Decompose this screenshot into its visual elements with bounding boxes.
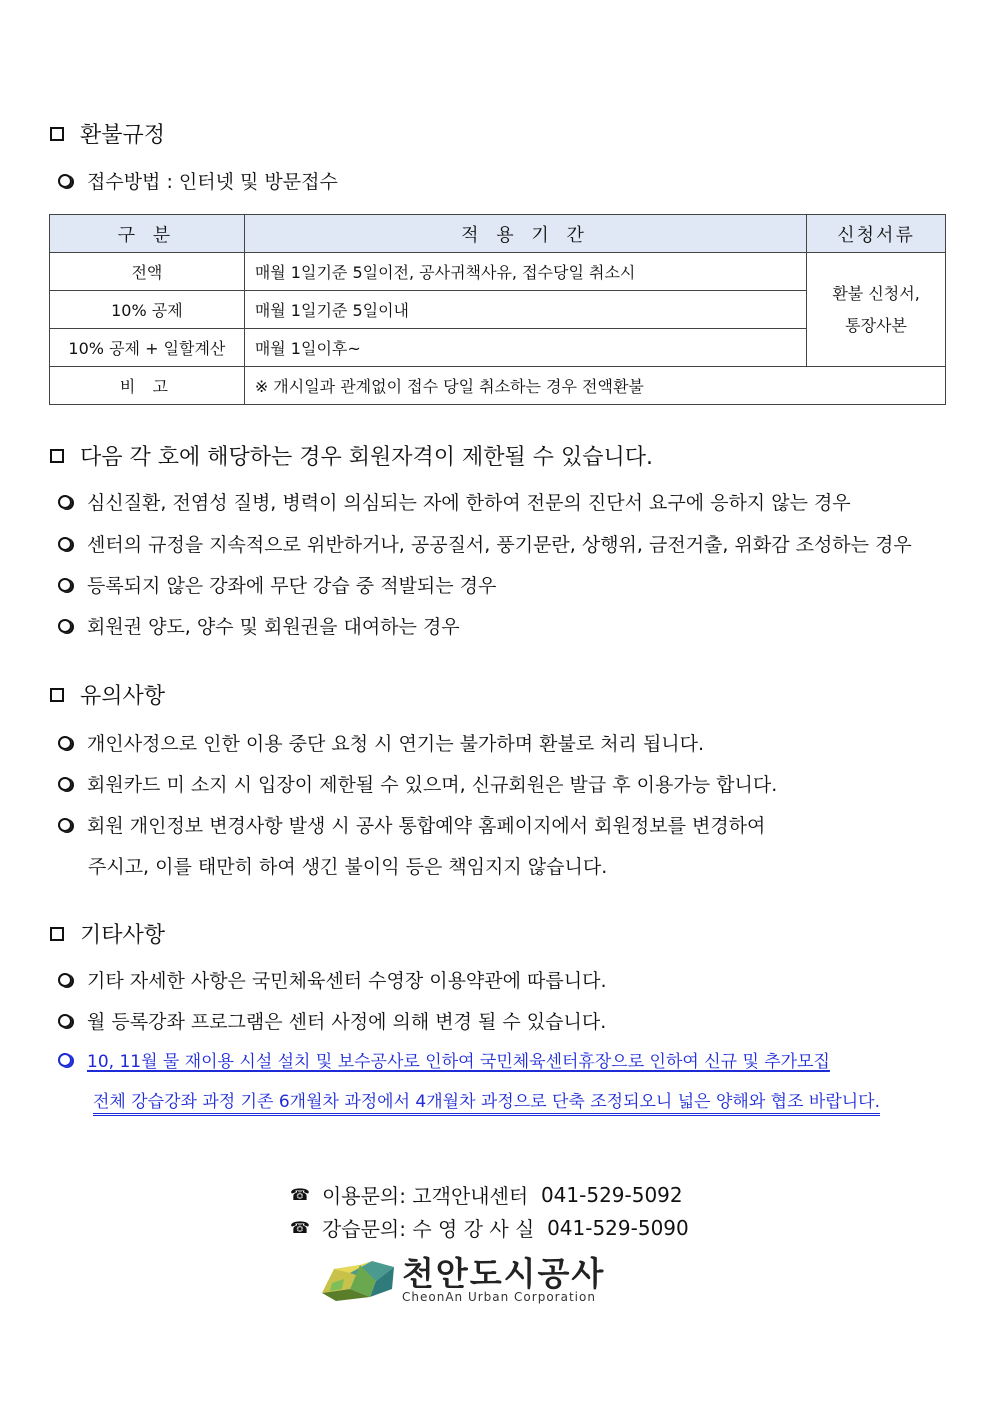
refund-title: 환불규정 bbox=[80, 123, 166, 148]
refund-method: 접수방법 : 인터넷 및 방문접수 bbox=[58, 167, 338, 194]
logo-emblem-icon bbox=[320, 1259, 398, 1303]
notice-item bbox=[58, 1047, 830, 1072]
list-item: 등록되지 않은 강좌에 무단 강습 중 적발되는 경우 bbox=[58, 571, 496, 598]
checkbox-square-icon bbox=[50, 688, 64, 702]
usage-phone: 041-529-5092 bbox=[540, 1182, 683, 1207]
list-item: 회원 개인정보 변경사항 발생 시 공사 통합예약 홈페이지에서 회원정보를 변경하여 bbox=[58, 811, 765, 838]
circle-bullet-icon bbox=[58, 578, 72, 592]
circle-bullet-icon bbox=[58, 777, 72, 791]
list-item: 회원카드 미 소지 시 입장이 제한될 수 있으며, 신규회원은 발급 후 이용가능 합니다. bbox=[58, 770, 777, 797]
circle-bullet-icon bbox=[58, 174, 72, 188]
circle-bullet-icon bbox=[58, 537, 72, 551]
circle-bullet-icon bbox=[58, 973, 72, 987]
lesson-phone: 041-529-5090 bbox=[547, 1215, 689, 1240]
notice-line-1: 10, 11월 물 재이용 시설 설치 및 보수공사로 인하여 국민체육센터휴장으로 인하여 신규 및 추가모집 bbox=[87, 1052, 830, 1072]
refund-table bbox=[49, 214, 946, 405]
caution-continuation: 주시고, 이를 태만히 하여 생긴 불이익 등은 책임지지 않습니다. bbox=[88, 856, 608, 878]
caution-title: 유의사항 bbox=[80, 684, 166, 709]
restriction-title: 다음 각 호에 해당하는 경우 회원자격이 제한될 수 있습니다. bbox=[80, 445, 653, 470]
circle-bullet-icon bbox=[58, 619, 72, 633]
usage-contact: ☎ 이용문의: 고객안내센터 041-529-5092 bbox=[290, 1182, 683, 1208]
checkbox-square-icon bbox=[50, 927, 64, 941]
logo-english: CheonAn Urban Corporation bbox=[402, 1290, 596, 1304]
circle-bullet-icon bbox=[58, 1014, 72, 1028]
notice-line-2-wrap bbox=[93, 1087, 880, 1112]
circle-bullet-icon bbox=[58, 1053, 72, 1067]
list-item: 회원권 양도, 양수 및 회원권을 대여하는 경우 bbox=[58, 612, 460, 639]
refund-table-header bbox=[50, 215, 946, 253]
checkbox-square-icon bbox=[50, 449, 64, 463]
other-heading bbox=[50, 918, 165, 949]
caution-heading bbox=[50, 679, 165, 710]
header-period: 적 용 기 간 bbox=[244, 215, 806, 253]
list-item: 월 등록강좌 프로그램은 센터 사정에 의해 변경 될 수 있습니다. bbox=[58, 1007, 606, 1034]
notice-line-2: 전체 강습강좌 과정 기존 6개월차 과정에서 4개월차 과정으로 단축 조정되오니 넓은 양해와 협조 바랍니다. bbox=[93, 1092, 880, 1116]
logo bbox=[320, 1254, 606, 1304]
table-row: 10% 공제 매월 1일기준 5일이내 bbox=[50, 291, 946, 329]
circle-bullet-icon bbox=[58, 495, 72, 509]
refund-heading bbox=[50, 118, 165, 149]
list-item: 센터의 규정을 지속적으로 위반하거나, 공공질서, 풍기문란, 상행위, 금전거출, 위화감 조성하는 경우 bbox=[58, 530, 912, 557]
documents-cell: 환불 신청서, 통장사본 bbox=[807, 253, 946, 367]
lesson-contact: ☎ 강습문의: 수 영 강 사 실 041-529-5090 bbox=[290, 1215, 689, 1241]
circle-bullet-icon bbox=[58, 736, 72, 750]
table-row: 전액 매월 1일기준 5일이전, 공사귀책사유, 접수당일 취소시 환불 신청서, 통장사본 bbox=[50, 253, 946, 291]
circle-bullet-icon bbox=[58, 818, 72, 832]
header-documents: 신청서류 bbox=[807, 215, 946, 253]
table-row-note: 비 고 ※ 개시일과 관계없이 접수 당일 취소하는 경우 전액환불 bbox=[50, 367, 946, 405]
other-title: 기타사항 bbox=[80, 923, 166, 948]
list-item: 기타 자세한 사항은 국민체육센터 수영장 이용약관에 따릅니다. bbox=[58, 966, 606, 993]
list-item: 개인사정으로 인한 이용 중단 요청 시 연기는 불가하며 환불로 처리 됩니다. bbox=[58, 729, 704, 756]
restriction-heading bbox=[50, 440, 653, 471]
header-category: 구 분 bbox=[50, 215, 245, 253]
logo-korean: 천안도시공사 bbox=[402, 1254, 606, 1293]
checkbox-square-icon bbox=[50, 127, 64, 141]
telephone-icon: ☎ bbox=[290, 1185, 310, 1204]
telephone-icon: ☎ bbox=[290, 1218, 310, 1237]
table-row: 10% 공제 + 일할계산 매월 1일이후~ bbox=[50, 329, 946, 367]
list-item: 심신질환, 전염성 질병, 병력이 의심되는 자에 한하여 전문의 진단서 요구에 응하지 않는 경우 bbox=[58, 488, 851, 515]
